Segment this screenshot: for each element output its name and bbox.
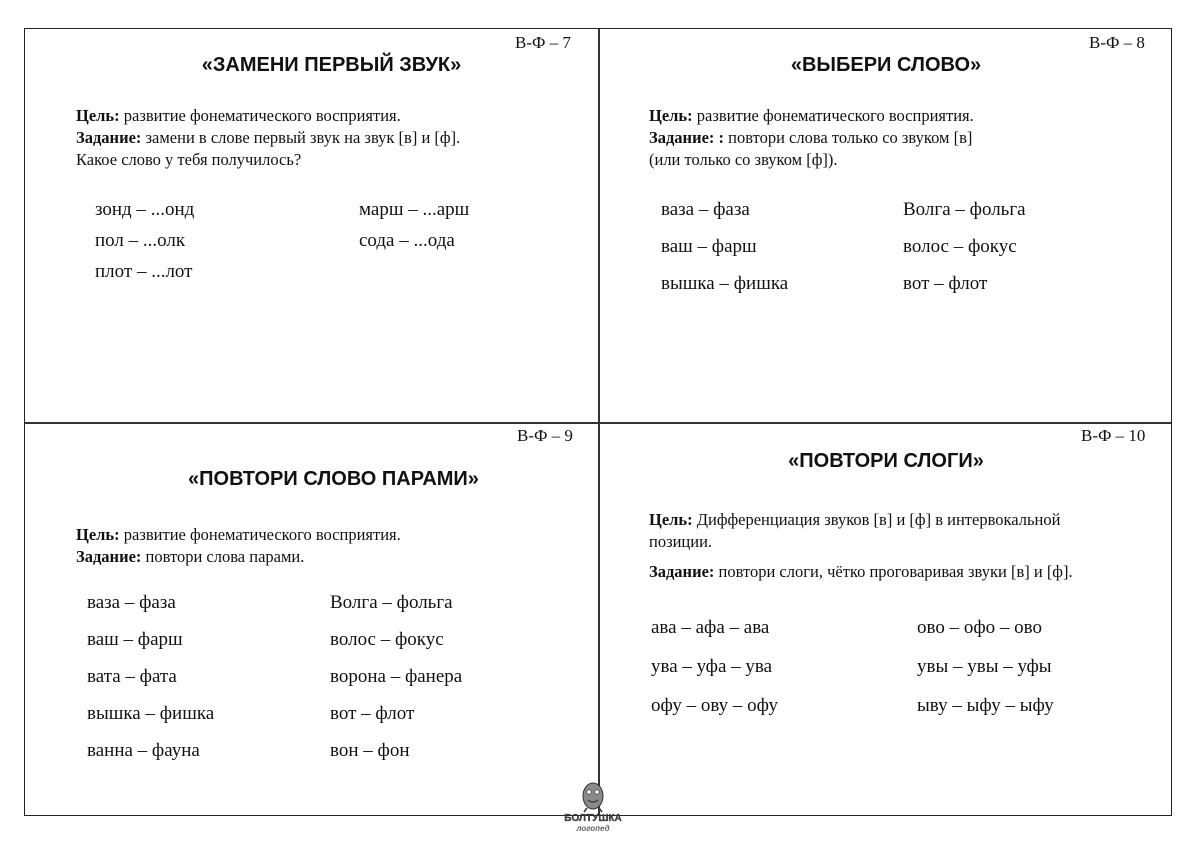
pair-right: марш – ...арш bbox=[359, 199, 470, 220]
goal-label: Цель: bbox=[649, 106, 693, 125]
pair-left: вата – фата bbox=[87, 666, 177, 687]
card-description bbox=[649, 509, 1159, 583]
goal-text-cont: позиции. bbox=[649, 532, 713, 551]
card-description bbox=[76, 524, 586, 568]
card-v-f-8 bbox=[599, 29, 1173, 422]
task-label: Задание: bbox=[76, 128, 142, 147]
card-title: «ЗАМЕНИ ПЕРВЫЙ ЗВУК» bbox=[201, 54, 462, 76]
task-text: повтори слова только со звуком [в] bbox=[728, 128, 973, 147]
task-label: Задание: : bbox=[649, 128, 725, 147]
card-v-f-7 bbox=[25, 29, 598, 422]
task-text-cont: Какое слово у тебя получилось? bbox=[76, 150, 302, 169]
pair-left: вышка – фишка bbox=[87, 703, 215, 724]
boltushka-logo bbox=[553, 776, 633, 834]
goal-label: Цель: bbox=[649, 510, 693, 529]
card-code: В-Ф – 10 bbox=[1081, 426, 1146, 445]
logo-name: БОЛТУШКА bbox=[564, 813, 622, 824]
goal-text: Дифференциация звуков [в] и [ф] в интервокальной bbox=[696, 510, 1061, 529]
pair-left: офу – ову – офу bbox=[651, 695, 778, 716]
card-code: В-Ф – 7 bbox=[515, 33, 571, 52]
pair-right: волос – фокус bbox=[903, 236, 1017, 257]
pair-right: волос – фокус bbox=[330, 629, 444, 650]
pair-right: Волга – фольга bbox=[903, 199, 1026, 220]
task-text: замени в слове первый звук на звук [в] и [ф]. bbox=[145, 128, 461, 147]
pair-left: ваза – фаза bbox=[87, 592, 176, 613]
task-label: Задание: bbox=[649, 562, 715, 581]
card-description bbox=[649, 105, 1159, 171]
card-title: «ПОВТОРИ СЛОГИ» bbox=[788, 450, 984, 472]
pair-right: вот – флот bbox=[903, 273, 988, 294]
task-text: повтори слова парами. bbox=[145, 547, 305, 566]
pair-right: вот – флот bbox=[330, 703, 415, 724]
card-v-f-10 bbox=[599, 424, 1173, 817]
card-title: «ПОВТОРИ СЛОВО ПАРАМИ» bbox=[188, 468, 479, 490]
pair-left: ваза – фаза bbox=[661, 199, 750, 220]
pair-right: ворона – фанера bbox=[330, 666, 463, 687]
card-v-f-9 bbox=[25, 424, 598, 817]
card-code: В-Ф – 8 bbox=[1089, 33, 1145, 52]
pair-left: ава – афа – ава bbox=[651, 617, 770, 638]
card-code: В-Ф – 9 bbox=[517, 426, 573, 445]
pair-right: вон – фон bbox=[330, 740, 410, 761]
pair-right: ыву – ыфу – ыфу bbox=[917, 695, 1054, 716]
pair-left: пол – ...олк bbox=[95, 230, 186, 251]
task-text-cont: (или только со звуком [ф]). bbox=[649, 150, 838, 169]
pair-left: плот – ...лот bbox=[95, 261, 193, 282]
pair-left: ува – уфа – ува bbox=[651, 656, 773, 677]
card-title: «ВЫБЕРИ СЛОВО» bbox=[790, 54, 982, 76]
goal-text: развитие фонематического восприятия. bbox=[123, 525, 401, 544]
pair-right: Волга – фольга bbox=[330, 592, 453, 613]
pair-right: увы – увы – уфы bbox=[917, 656, 1052, 677]
pair-right: сода – ...ода bbox=[359, 230, 455, 251]
task-label: Задание: bbox=[76, 547, 142, 566]
pair-left: зонд – ...онд bbox=[95, 199, 195, 220]
goal-label: Цель: bbox=[76, 106, 120, 125]
goal-text: развитие фонематического восприятия. bbox=[696, 106, 974, 125]
task-text: повтори слоги, чётко проговаривая звуки [в] и [ф]. bbox=[718, 562, 1073, 581]
worksheet-frame bbox=[24, 28, 1172, 816]
goal-text: развитие фонематического восприятия. bbox=[123, 106, 401, 125]
pair-left: ваш – фарш bbox=[87, 629, 183, 650]
pair-left: ванна – фауна bbox=[87, 740, 200, 761]
card-description bbox=[76, 105, 586, 171]
logo-subtitle: логопед bbox=[576, 824, 610, 833]
pair-right: ово – офо – ово bbox=[917, 617, 1042, 638]
goal-label: Цель: bbox=[76, 525, 120, 544]
pair-left: ваш – фарш bbox=[661, 236, 757, 257]
pair-left: вышка – фишка bbox=[661, 273, 789, 294]
